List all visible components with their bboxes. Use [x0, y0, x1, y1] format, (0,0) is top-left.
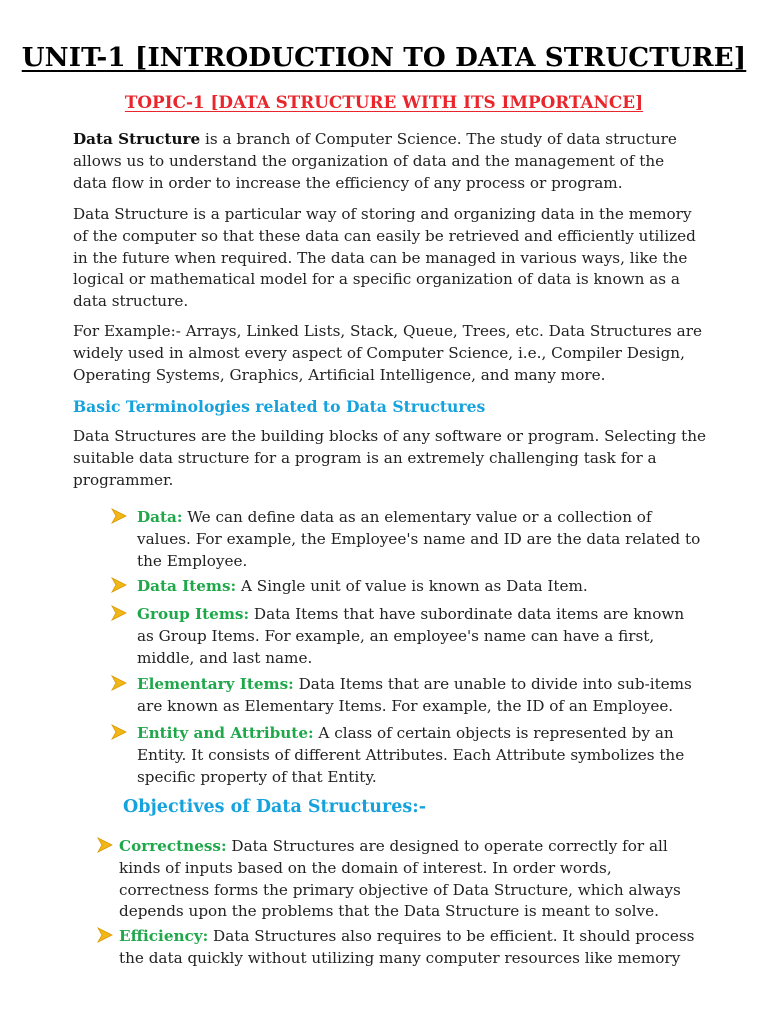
- arrow-bullet-icon: [110, 576, 128, 594]
- text-line: of the computer so that these data can easily be retrieved and efficiently utilized: [73, 226, 696, 245]
- text-line: in the future when required. The data can be managed in various ways, like the: [73, 248, 688, 267]
- list-item-efficiency: [119, 926, 739, 970]
- text-line: widely used in almost every aspect of Computer Science, i.e., Compiler Design,: [73, 343, 685, 362]
- term-label: Elementary Items:: [137, 675, 294, 693]
- arrow-bullet-icon: [96, 836, 114, 854]
- text-line: programmer.: [73, 470, 174, 489]
- text-line: allows us to understand the organization of data and the management of the: [73, 151, 665, 170]
- text-line: the Employee.: [137, 551, 248, 570]
- text-line: values. For example, the Employee's name and ID are the data related to: [137, 529, 701, 548]
- list-item-elementary-items: [137, 674, 737, 718]
- text-line: data structure.: [73, 292, 189, 311]
- topic-heading: TOPIC-1 [DATA STRUCTURE WITH ITS IMPORTANCE]: [124, 92, 644, 112]
- text-line: Data Structures also requires to be efficient. It should process: [208, 927, 695, 945]
- list-item-data-items: [137, 576, 737, 598]
- arrow-bullet-icon: [96, 926, 114, 944]
- text-line: logical or mathematical model for a specific organization of data is known as a: [73, 270, 680, 289]
- text-line: Data Items that are unable to divide into sub-items: [293, 675, 692, 693]
- text-line: For Example:- Arrays, Linked Lists, Stack, Queue, Trees, etc. Data Structures are: [73, 322, 702, 340]
- arrow-bullet-icon: [110, 507, 128, 525]
- paragraph-definition: [73, 204, 703, 313]
- term-label: Entity and Attribute:: [137, 724, 314, 742]
- paragraph-intro: [73, 129, 703, 194]
- text-line: A class of certain objects is represented by an: [313, 724, 674, 742]
- text-line: A Single unit of value is known as Data Item.: [236, 577, 588, 595]
- arrow-bullet-icon: [110, 674, 128, 692]
- text-line: Data Items that have subordinate data items are known: [249, 605, 685, 623]
- arrow-bullet-icon: [110, 723, 128, 741]
- page-title: UNIT-1 [INTRODUCTION TO DATA STRUCTURE]: [21, 42, 747, 73]
- arrow-bullet-icon: [110, 604, 128, 622]
- text-line: Operating Systems, Graphics, Artificial Intelligence, and many more.: [73, 365, 606, 384]
- text-line: is a branch of Computer Science. The study of data structure: [200, 130, 677, 148]
- text-line: suitable data structure for a program is an extremely challenging task for a: [73, 448, 657, 467]
- list-item-group-items: [137, 604, 737, 669]
- text-line: kinds of inputs based on the domain of interest. In order words,: [119, 858, 612, 877]
- term-label: Data:: [137, 508, 183, 526]
- list-item-data: [137, 507, 737, 572]
- text-line: Data Structures are designed to operate correctly for all: [226, 837, 668, 855]
- text-line: Data Structure is a particular way of storing and organizing data in the memory: [73, 205, 692, 223]
- text-line: the data quickly without utilizing many computer resources like memory: [119, 948, 681, 967]
- terminology-heading: Basic Terminologies related to Data Structures: [73, 397, 486, 416]
- text-line: data flow in order to increase the efficiency of any process or program.: [73, 173, 623, 192]
- text-line: correctness forms the primary objective of Data Structure, which always: [119, 880, 681, 899]
- text-line: We can define data as an elementary value or a collection of: [182, 508, 652, 526]
- text-line: Data Structures are the building blocks of any software or program. Selecting the: [73, 427, 707, 445]
- paragraph-examples: [73, 321, 703, 386]
- term-label: Data Items:: [137, 577, 237, 595]
- text-line: Entity. It consists of different Attributes. Each Attribute symbolizes the: [137, 745, 685, 764]
- bold-lead: Data Structure: [73, 130, 201, 148]
- text-line: depends upon the problems that the Data Structure is meant to solve.: [119, 902, 659, 921]
- term-label: Efficiency:: [119, 927, 209, 945]
- objectives-heading: Objectives of Data Structures:-: [123, 797, 426, 817]
- term-label: Correctness:: [119, 837, 227, 855]
- term-label: Group Items:: [137, 605, 250, 623]
- text-line: are known as Elementary Items. For example, the ID of an Employee.: [137, 696, 674, 715]
- list-item-entity-attribute: [137, 723, 737, 788]
- text-line: specific property of that Entity.: [137, 767, 377, 786]
- text-line: middle, and last name.: [137, 648, 313, 667]
- text-line: as Group Items. For example, an employee's name can have a first,: [137, 626, 655, 645]
- list-item-correctness: [119, 836, 739, 923]
- paragraph-building-blocks: [73, 426, 707, 491]
